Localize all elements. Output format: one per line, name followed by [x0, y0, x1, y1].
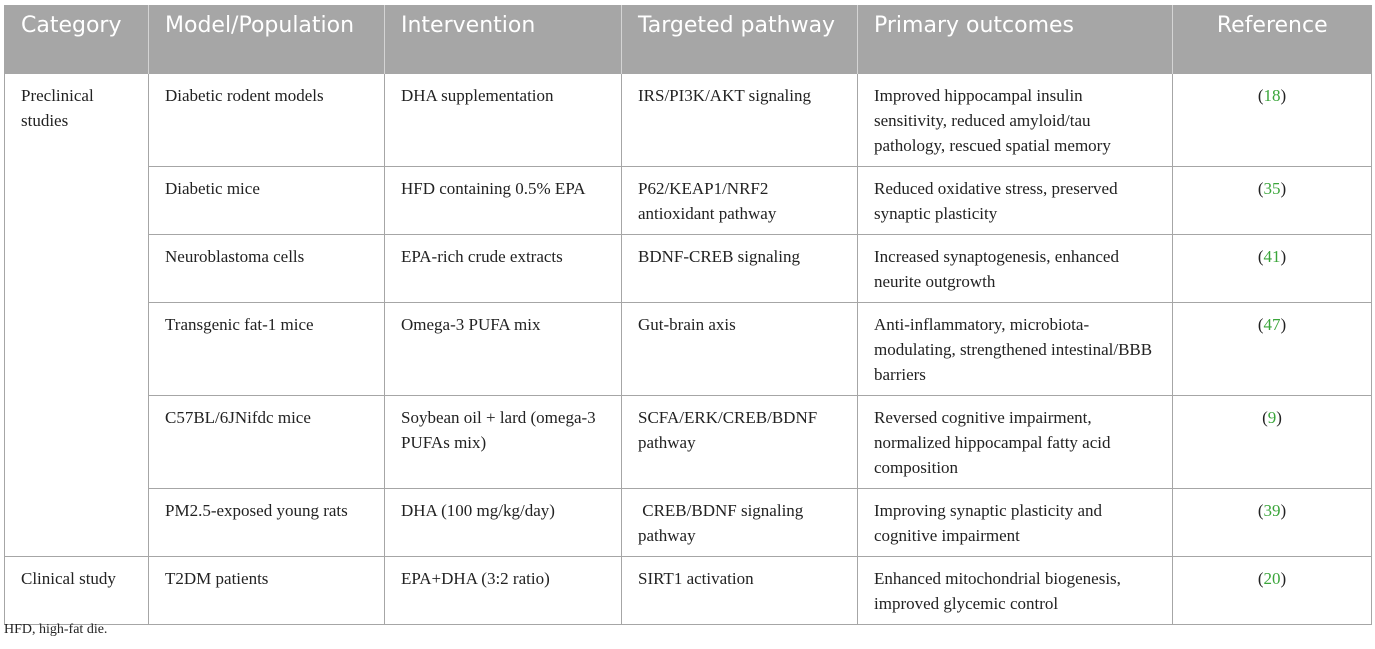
- model-cell: PM2.5-exposed young rats: [149, 488, 385, 556]
- reference-cell: (39): [1173, 488, 1372, 556]
- intervention-cell: DHA supplementation: [385, 73, 622, 166]
- reference-cell: (35): [1173, 166, 1372, 234]
- table-row: [5, 166, 1372, 234]
- model-cell: Transgenic fat-1 mice: [149, 302, 385, 395]
- intervention-cell: HFD containing 0.5% EPA: [385, 166, 622, 234]
- model-cell: T2DM patients: [149, 556, 385, 624]
- intervention-cell: Omega-3 PUFA mix: [385, 302, 622, 395]
- outcomes-cell: Increased synaptogenesis, enhanced neurite outgrowth: [858, 234, 1173, 302]
- header-row: [5, 5, 1372, 73]
- pathway-cell: SCFA/ERK/CREB/BDNF pathway: [622, 395, 858, 488]
- pathway-cell: IRS/PI3K/AKT signaling: [622, 73, 858, 166]
- intervention-cell: DHA (100 mg/kg/day): [385, 488, 622, 556]
- intervention-cell: EPA+DHA (3:2 ratio): [385, 556, 622, 624]
- table-row: [5, 395, 1372, 488]
- pathway-cell: BDNF-CREB signaling: [622, 234, 858, 302]
- reference-link[interactable]: 35: [1263, 178, 1281, 198]
- table-row: [5, 302, 1372, 395]
- reference-link[interactable]: 20: [1263, 568, 1281, 588]
- intervention-cell: EPA-rich crude extracts: [385, 234, 622, 302]
- header-category: Category: [5, 5, 149, 73]
- category-cell: Preclinical studies: [5, 73, 149, 556]
- reference-cell: (18): [1173, 73, 1372, 166]
- outcomes-cell: Improved hippocampal insulin sensitivity, reduced amyloid/tau pathology, rescued spatial memory: [858, 73, 1173, 166]
- outcomes-cell: Anti-inflammatory, microbiota-modulating, strengthened intestinal/BBB barriers: [858, 302, 1173, 395]
- reference-link[interactable]: 47: [1263, 314, 1281, 334]
- header-pathway: Targeted pathway: [622, 5, 858, 73]
- header-reference: Reference: [1173, 5, 1372, 73]
- pathway-cell: SIRT1 activation: [622, 556, 858, 624]
- reference-cell: (20): [1173, 556, 1372, 624]
- reference-link[interactable]: 18: [1263, 85, 1281, 105]
- pathway-cell: CREB/BDNF signaling pathway: [622, 488, 858, 556]
- table-row: [5, 234, 1372, 302]
- data-table: [4, 5, 1372, 625]
- table-row: [5, 556, 1372, 624]
- reference-link[interactable]: 41: [1263, 246, 1281, 266]
- intervention-cell: Soybean oil + lard (omega-3 PUFAs mix): [385, 395, 622, 488]
- reference-link[interactable]: 9: [1267, 407, 1277, 427]
- header-intervention: Intervention: [385, 5, 622, 73]
- header-outcomes: Primary outcomes: [858, 5, 1173, 73]
- model-cell: Neuroblastoma cells: [149, 234, 385, 302]
- reference-cell: (9): [1173, 395, 1372, 488]
- pathway-cell: Gut-brain axis: [622, 302, 858, 395]
- pathway-cell: P62/KEAP1/NRF2 antioxidant pathway: [622, 166, 858, 234]
- category-cell: Clinical study: [5, 556, 149, 624]
- reference-cell: (41): [1173, 234, 1372, 302]
- table-row: [5, 488, 1372, 556]
- table-container: [4, 5, 1371, 625]
- outcomes-cell: Enhanced mitochondrial biogenesis, improved glycemic control: [858, 556, 1173, 624]
- model-cell: C57BL/6JNifdc mice: [149, 395, 385, 488]
- reference-link[interactable]: 39: [1263, 500, 1281, 520]
- table-footnote: HFD, high-fat die.: [4, 622, 108, 637]
- model-cell: Diabetic rodent models: [149, 73, 385, 166]
- reference-cell: (47): [1173, 302, 1372, 395]
- outcomes-cell: Reversed cognitive impairment, normalized hippocampal fatty acid composition: [858, 395, 1173, 488]
- header-model: Model/Population: [149, 5, 385, 73]
- outcomes-cell: Reduced oxidative stress, preserved synaptic plasticity: [858, 166, 1173, 234]
- outcomes-cell: Improving synaptic plasticity and cognitive impairment: [858, 488, 1173, 556]
- table-row: [5, 73, 1372, 166]
- model-cell: Diabetic mice: [149, 166, 385, 234]
